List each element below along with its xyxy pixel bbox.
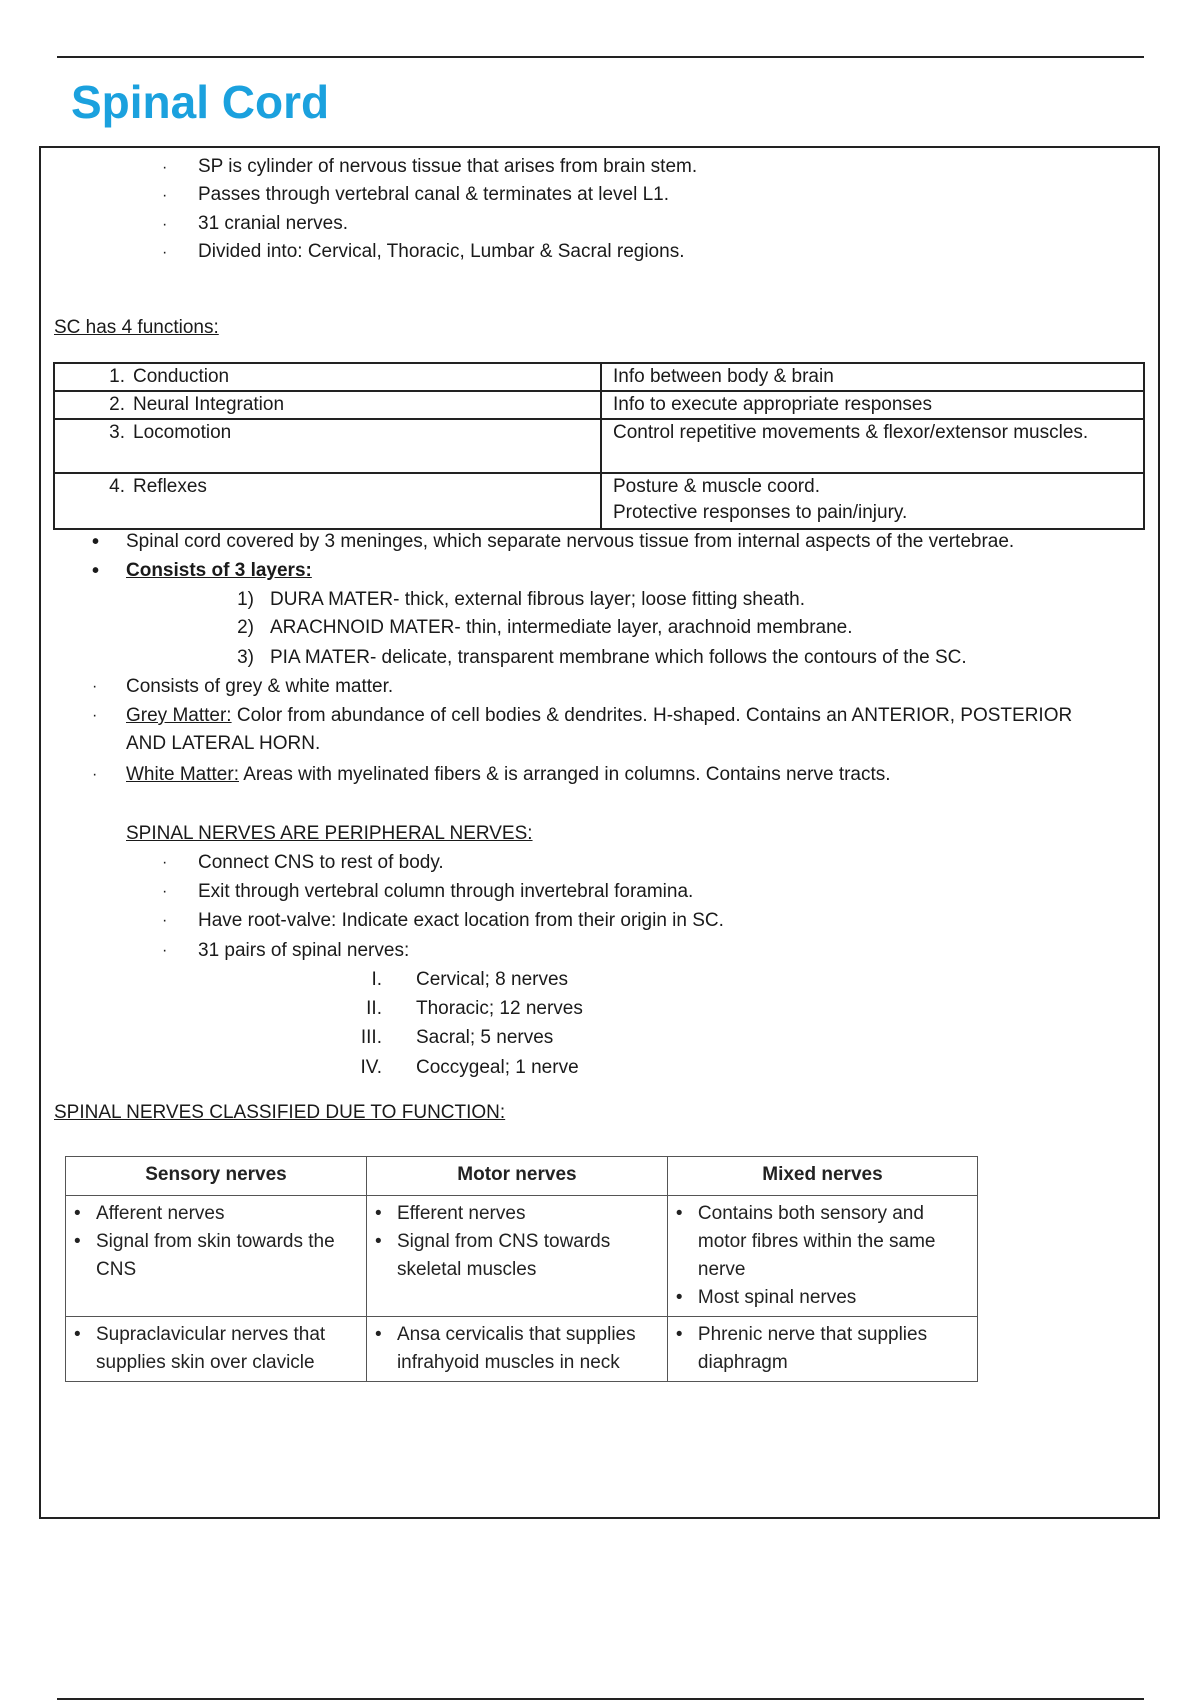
spinal-nerve-bullet: 31 pairs of spinal nerves: [198, 940, 410, 961]
classification-table [65, 1156, 978, 1382]
function-number: 4. [109, 476, 125, 497]
table-cell [66, 1196, 367, 1317]
cell-text: Afferent nerves [96, 1203, 225, 1224]
list-item [373, 1200, 661, 1228]
layer-text: PIA MATER- delicate, transparent membrane which follows the contours of the SC. [270, 647, 967, 668]
bullet-glyph: · [162, 883, 168, 900]
intro-bullet: 31 cranial nerves. [198, 213, 348, 234]
table-cell [667, 1317, 977, 1382]
bullet-glyph: · [162, 159, 168, 176]
function-number: 2. [109, 394, 125, 415]
layers-heading: Consists of 3 layers: [126, 560, 312, 581]
function-desc: Info between body & brain [613, 366, 834, 387]
pair-text: Sacral; 5 nerves [416, 1027, 554, 1048]
function-desc: Protective responses to pain/injury. [613, 502, 908, 523]
bullet-glyph: • [675, 1287, 683, 1308]
column-header: Mixed nerves [667, 1157, 977, 1196]
bullet-glyph: · [162, 912, 168, 929]
list-item [72, 1321, 360, 1377]
layer-number: 2) [237, 617, 254, 638]
intro-bullet: SP is cylinder of nervous tissue that arises from brain stem. [198, 156, 698, 177]
function-name: Conduction [133, 366, 230, 387]
bullet-glyph: · [92, 707, 98, 724]
page-title: Spinal Cord [71, 76, 330, 128]
column-header: Sensory nerves [66, 1157, 367, 1196]
grey-matter-text: Color from abundance of cell bodies & dendrites. H-shaped. Contains an ANTERIOR, POSTERIOR [231, 705, 1073, 726]
bullet-glyph: • [374, 1324, 382, 1345]
bullet-glyph: • [74, 1203, 81, 1224]
white-matter-label: White Matter: [126, 764, 239, 785]
table-row [66, 1196, 978, 1317]
spinal-nerve-bullet: Exit through vertebral column through invertebral foramina. [198, 881, 694, 902]
layer-text: ARACHNOID MATER- thin, intermediate layer, arachnoid membrane. [270, 617, 853, 638]
cell-text: Contains both sensory and motor fibres within the same nerve [697, 1203, 936, 1280]
function-name: Neural Integration [133, 394, 285, 415]
table-row [54, 473, 1144, 529]
spinal-nerves-heading: SPINAL NERVES ARE PERIPHERAL NERVES: [126, 823, 533, 844]
cell-text: Efferent nerves [396, 1203, 526, 1224]
bullet-glyph: • [675, 1324, 683, 1345]
list-item [72, 1200, 360, 1228]
spinal-nerve-bullet: Connect CNS to rest of body. [198, 852, 444, 873]
table-row [66, 1317, 978, 1382]
cell-text: Phrenic nerve that supplies diaphragm [697, 1324, 928, 1373]
bullet-glyph: · [162, 216, 168, 233]
spinal-nerve-bullet: Have root-valve: Indicate exact location from their origin in SC. [198, 910, 724, 931]
cell-text: Signal from skin towards the CNS [96, 1231, 335, 1280]
meninges-bullet: Spinal cord covered by 3 meninges, which separate nervous tissue from internal aspects of the vertebrae. [126, 531, 1015, 552]
list-item [373, 1228, 661, 1284]
cell-text: Supraclavicular nerves that supplies skin over clavicle [96, 1324, 326, 1373]
pair-text: Coccygeal; 1 nerve [416, 1057, 579, 1078]
list-item [674, 1200, 971, 1284]
cell-text: Signal from CNS towards skeletal muscles [396, 1231, 611, 1280]
list-item [373, 1321, 661, 1377]
function-desc: Posture & muscle coord. [613, 476, 820, 497]
list-item [72, 1228, 360, 1284]
bullet-glyph: · [92, 678, 98, 695]
table-cell [667, 1196, 977, 1317]
bullet-glyph: • [92, 531, 100, 553]
function-name: Locomotion [133, 422, 232, 443]
pair-number: III. [360, 1027, 382, 1048]
bullet-glyph: • [74, 1231, 81, 1252]
table-row [54, 363, 1144, 391]
function-desc: Info to execute appropriate responses [613, 394, 932, 415]
pair-text: Cervical; 8 nerves [416, 969, 569, 990]
table-header-row [66, 1157, 978, 1196]
bullet-glyph: · [92, 766, 98, 783]
grey-matter-text-cont: AND LATERAL HORN. [126, 733, 321, 754]
white-matter-text: Areas with myelinated fibers & is arranged in columns. Contains nerve tracts. [238, 764, 891, 785]
white-matter-line [126, 762, 891, 788]
classification-heading: SPINAL NERVES CLASSIFIED DUE TO FUNCTION: [54, 1102, 506, 1123]
functions-heading: SC has 4 functions: [54, 317, 219, 338]
intro-bullet: Passes through vertebral canal & terminates at level L1. [198, 184, 670, 205]
layer-number: 1) [237, 589, 254, 610]
bullet-glyph: · [162, 854, 168, 871]
function-desc: Control repetitive movements & flexor/extensor muscles. [613, 422, 1089, 443]
function-name: Reflexes [133, 476, 207, 497]
bullet-glyph: • [374, 1231, 382, 1252]
bullet-glyph: • [374, 1203, 382, 1224]
table-cell [66, 1317, 367, 1382]
bullet-glyph: · [162, 942, 168, 959]
bullet-glyph: • [74, 1324, 81, 1345]
function-number: 1. [109, 366, 125, 387]
top-rule [57, 56, 1144, 58]
bullet-glyph: • [92, 560, 100, 582]
pair-text: Thoracic; 12 nerves [416, 998, 583, 1019]
layer-text: DURA MATER- thick, external fibrous layer; loose fitting sheath. [270, 589, 806, 610]
table-cell [366, 1196, 667, 1317]
intro-bullet: Divided into: Cervical, Thoracic, Lumbar & Sacral regions. [198, 241, 685, 262]
functions-table [53, 362, 1145, 530]
matter-bullet: Consists of grey & white matter. [126, 676, 394, 697]
layer-number: 3) [237, 647, 254, 668]
cell-text: Ansa cervicalis that supplies infrahyoid muscles in neck [396, 1324, 636, 1373]
list-item [674, 1321, 971, 1377]
column-header: Motor nerves [366, 1157, 667, 1196]
list-item [674, 1284, 971, 1312]
table-row [54, 391, 1144, 419]
bullet-glyph: · [162, 244, 168, 261]
bullet-glyph: · [162, 187, 168, 204]
pair-number: IV. [360, 1057, 382, 1078]
bullet-glyph: • [675, 1203, 683, 1224]
grey-matter-line [126, 703, 1072, 729]
pair-number: II. [366, 998, 382, 1019]
cell-text: Most spinal nerves [697, 1287, 857, 1308]
table-row [54, 419, 1144, 473]
table-cell [366, 1317, 667, 1382]
pair-number: I. [371, 969, 382, 990]
grey-matter-label: Grey Matter: [126, 705, 232, 726]
function-number: 3. [109, 422, 125, 443]
